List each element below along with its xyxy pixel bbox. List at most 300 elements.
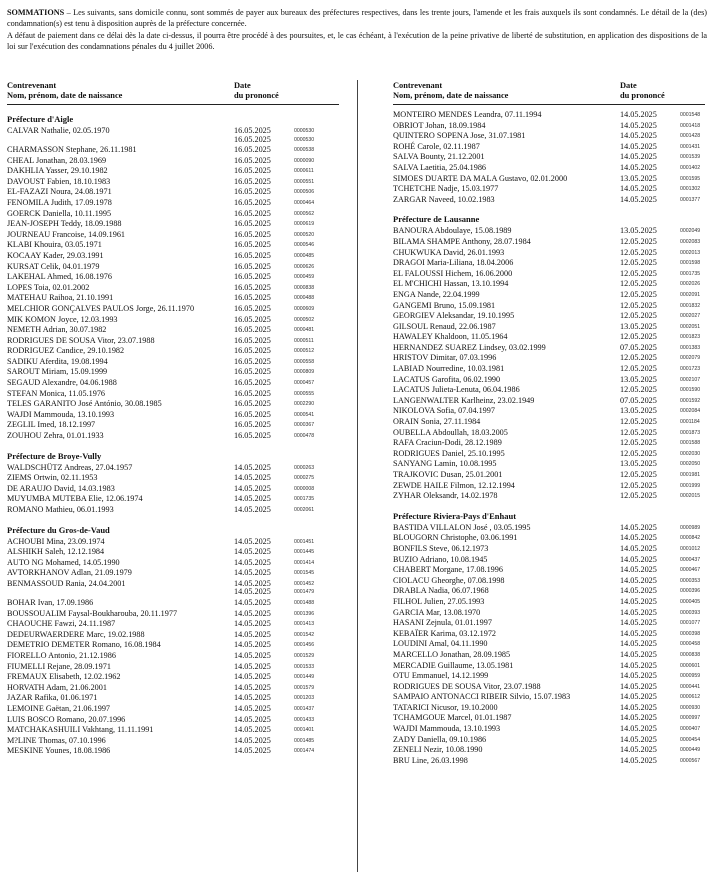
pronouncement-date: 14.05.2025 <box>234 483 271 493</box>
case-codes <box>294 598 314 608</box>
offender-name: GOERCK Daniella, 10.11.1995 <box>7 208 112 218</box>
case-codes <box>294 640 314 650</box>
case-code: 0002083 <box>680 238 701 245</box>
pronouncement-dates <box>234 473 271 482</box>
case-codes <box>680 682 700 692</box>
offender-row <box>393 671 705 682</box>
pronouncement-dates <box>234 494 271 503</box>
offender-row <box>393 226 705 237</box>
offender-row <box>393 481 705 492</box>
offender-name: ROHÉ Carole, 02.11.1987 <box>393 141 480 151</box>
offender-row <box>7 568 339 579</box>
right-column-body <box>393 105 705 766</box>
case-codes <box>294 209 314 219</box>
offender-name: BILAMA SHAMPE Anthony, 28.07.1984 <box>393 236 531 246</box>
pronouncement-dates <box>620 745 657 754</box>
header-date <box>234 81 279 100</box>
offender-name: HAWALEY Khaldoon, 11.05.1964 <box>393 332 508 342</box>
case-code: 0001431 <box>680 143 701 150</box>
offender-row <box>7 389 339 400</box>
offender-row <box>393 661 705 672</box>
pronouncement-date: 14.05.2025 <box>234 629 271 639</box>
case-codes <box>680 184 700 194</box>
pronouncement-date: 12.05.2025 <box>620 258 657 268</box>
offender-row <box>7 251 339 262</box>
offender-row <box>7 558 339 569</box>
pronouncement-dates <box>620 311 657 320</box>
pronouncement-date: 16.05.2025 <box>234 219 271 229</box>
case-code: 0001302 <box>680 186 701 193</box>
case-codes <box>294 568 314 578</box>
offender-name: LACATUS Julieta-Lenuta, 06.04.1986 <box>393 385 520 395</box>
pronouncement-date: 14.05.2025 <box>234 568 271 578</box>
pronouncement-dates <box>234 325 271 334</box>
case-codes <box>680 364 700 374</box>
prefecture-title: Préfecture de Broye-Vully <box>7 450 102 461</box>
pronouncement-date: 07.05.2025 <box>620 395 657 405</box>
offender-name: FILHOL Julien, 27.05.1993 <box>393 596 485 606</box>
offender-name: GILSOUL Renaud, 22.06.1987 <box>393 321 496 331</box>
offender-row <box>7 736 339 747</box>
pronouncement-dates <box>620 353 657 362</box>
case-codes <box>680 385 700 395</box>
offender-row <box>7 336 339 347</box>
offender-row <box>393 629 705 640</box>
offender-row <box>393 301 705 312</box>
offender-row <box>393 639 705 650</box>
offender-row <box>393 364 705 375</box>
pronouncement-dates <box>620 650 657 659</box>
header-col2-line1: Date <box>234 81 251 90</box>
offender-row <box>393 555 705 566</box>
case-code: 0001203 <box>294 695 315 702</box>
offender-name: SAMPAIO ANTONACCI RIBEIR Silvio, 15.07.1983 <box>393 692 571 702</box>
case-codes <box>294 177 314 187</box>
pronouncement-date: 16.05.2025 <box>234 176 271 186</box>
offender-name: SANYANG Lamin, 10.08.1995 <box>393 459 497 469</box>
case-codes <box>294 389 314 399</box>
pronouncement-dates <box>620 248 657 257</box>
case-code: 0000481 <box>294 327 315 334</box>
case-codes <box>680 428 700 438</box>
pronouncement-date: 12.05.2025 <box>620 448 657 458</box>
pronouncement-dates <box>234 547 271 556</box>
case-code: 0000458 <box>680 641 701 648</box>
case-codes <box>294 315 314 325</box>
offender-row <box>7 715 339 726</box>
case-code: 0001542 <box>294 631 315 638</box>
header-col1-line1: Contrevenant <box>393 81 443 90</box>
pronouncement-dates <box>620 364 657 373</box>
pronouncement-date: 14.05.2025 <box>620 131 657 141</box>
pronouncement-dates <box>620 396 657 405</box>
case-codes <box>680 661 700 671</box>
offender-name: QUINTERO SOPENA Jose, 31.07.1981 <box>393 131 526 141</box>
pronouncement-dates <box>620 110 657 119</box>
offender-name: SALVA Laetitia, 25.04.1986 <box>393 162 487 172</box>
pronouncement-dates <box>620 237 657 246</box>
offender-row <box>393 332 705 343</box>
pronouncement-date: 12.05.2025 <box>620 353 657 363</box>
pronouncement-dates <box>620 459 657 468</box>
case-codes <box>294 662 314 672</box>
pronouncement-dates <box>234 219 271 228</box>
pronouncement-date: 14.05.2025 <box>620 607 657 617</box>
case-code: 0000407 <box>680 726 701 733</box>
pronouncement-dates <box>620 470 657 479</box>
header-contrevenant <box>393 81 508 100</box>
pronouncement-date: 16.05.2025 <box>234 261 271 271</box>
pronouncement-dates <box>620 332 657 341</box>
case-code: 0000619 <box>294 221 315 228</box>
case-code: 0000263 <box>294 464 315 471</box>
pronouncement-date: 14.05.2025 <box>234 473 271 483</box>
case-code: 0001449 <box>294 674 315 681</box>
pronouncement-dates <box>234 156 271 165</box>
intro-paragraph-1 <box>7 8 707 29</box>
pronouncement-dates <box>234 315 271 324</box>
pronouncement-date: 16.05.2025 <box>234 187 271 197</box>
offender-name: MELCHIOR GONÇALVES PAULOS Jorge, 26.11.1970 <box>7 303 195 313</box>
offender-name: LACATUS Garofita, 06.02.1990 <box>393 374 501 384</box>
offender-row <box>393 174 705 185</box>
case-codes <box>294 336 314 346</box>
offender-name: JAZAR Rafika, 01.06.1971 <box>7 693 98 703</box>
pronouncement-dates <box>620 375 657 384</box>
case-codes <box>680 311 700 321</box>
offender-name: ZADY Daniella, 09.10.1986 <box>393 734 487 744</box>
offender-name: MONTEIRO MENDES Leandra, 07.11.1994 <box>393 110 542 119</box>
pronouncement-date: 12.05.2025 <box>620 236 657 246</box>
case-code: 0001451 <box>294 538 315 545</box>
case-code: 0002049 <box>680 228 701 235</box>
case-code: 0001401 <box>294 727 315 734</box>
case-code: 0001529 <box>294 652 315 659</box>
case-codes <box>680 555 700 565</box>
pronouncement-date: 14.05.2025 <box>620 692 657 702</box>
case-codes <box>680 152 700 162</box>
offender-row <box>393 343 705 354</box>
pronouncement-date: 12.05.2025 <box>620 480 657 490</box>
case-codes <box>680 343 700 353</box>
case-code: 0001184 <box>680 419 700 426</box>
pronouncement-date: 16.05.2025 <box>234 229 271 239</box>
pronouncement-date: 14.05.2025 <box>620 586 657 596</box>
offender-name: SAROUT Miriam, 15.09.1999 <box>7 367 108 377</box>
case-code: 0000467 <box>680 567 701 574</box>
header-col1-line2: Nom, prénom, date de naissance <box>7 90 123 100</box>
offender-row <box>7 473 339 484</box>
offender-name: FREMAUX Elisabeth, 12.02.1962 <box>7 672 121 682</box>
pronouncement-date: 12.05.2025 <box>620 417 657 427</box>
case-code: 0002290 <box>294 401 315 408</box>
pronouncement-date: 16.05.2025 <box>234 420 271 430</box>
case-codes <box>680 269 700 279</box>
pronouncement-date: 12.05.2025 <box>620 279 657 289</box>
pronouncement-dates <box>234 177 271 186</box>
pronouncement-date: 14.05.2025 <box>620 639 657 649</box>
case-codes <box>680 533 700 543</box>
prefecture-title: Préfecture d'Aigle <box>7 114 74 124</box>
pronouncement-dates <box>234 410 271 419</box>
case-codes <box>680 248 700 258</box>
pronouncement-dates <box>620 586 657 595</box>
offender-row <box>7 547 339 558</box>
case-code: 0000459 <box>294 274 315 281</box>
pronouncement-dates <box>234 609 271 618</box>
case-code: 0000558 <box>294 358 315 365</box>
pronouncement-dates <box>234 683 271 692</box>
case-code: 0001735 <box>294 496 315 503</box>
case-codes <box>294 463 314 473</box>
offender-name: ALSHIKH Saleh, 12.12.1984 <box>7 547 105 557</box>
pronouncement-dates <box>234 619 271 628</box>
pronouncement-dates <box>234 662 271 671</box>
offender-row <box>7 346 339 357</box>
offender-name: RODRIGUEZ Candice, 29.10.1982 <box>7 346 125 356</box>
pronouncement-date: 16.05.2025 <box>234 378 271 388</box>
left-column <box>7 80 339 757</box>
offender-name: RODRIGUES DE SOUSA Vitor, 23.07.1988 <box>393 681 541 691</box>
offender-name: ZARGAR Naveed, 10.02.1983 <box>393 194 495 204</box>
case-code: 0000488 <box>294 295 315 302</box>
prefecture-title: Préfecture de Lausanne <box>393 214 480 225</box>
case-codes <box>294 736 314 746</box>
pronouncement-date: 14.05.2025 <box>234 735 271 745</box>
case-code: 0001396 <box>294 610 315 617</box>
offender-row <box>393 533 705 544</box>
pronouncement-dates <box>620 195 657 204</box>
pronouncement-dates <box>620 597 657 606</box>
offender-row <box>7 463 339 474</box>
case-code: 0001377 <box>680 196 701 203</box>
offender-name: BLOUGORN Christophe, 03.06.1991 <box>393 533 518 543</box>
case-code: 0001452 <box>294 580 315 587</box>
pronouncement-dates <box>620 343 657 352</box>
offender-row <box>7 357 339 368</box>
pronouncement-dates <box>234 272 271 281</box>
case-codes <box>294 672 314 682</box>
case-code: 0000997 <box>680 715 701 722</box>
case-code: 0001832 <box>680 302 701 309</box>
pronouncement-date: 14.05.2025 <box>620 734 657 744</box>
offender-row <box>7 746 339 757</box>
offender-row <box>7 609 339 620</box>
pronouncement-dates <box>620 491 657 500</box>
case-code: 0001823 <box>680 334 701 341</box>
pronouncement-dates <box>620 735 657 744</box>
pronouncement-dates <box>234 336 271 345</box>
offender-row <box>393 311 705 322</box>
offender-row <box>7 325 339 336</box>
pronouncement-date: 14.05.2025 <box>234 505 271 514</box>
offender-row <box>7 619 339 630</box>
pronouncement-dates <box>234 145 271 154</box>
case-codes <box>294 293 314 303</box>
pronouncement-date: 14.05.2025 <box>234 682 271 692</box>
case-code: 0001428 <box>680 133 701 140</box>
offender-name: BONFILS Steve, 06.12.1973 <box>393 543 489 553</box>
case-codes <box>680 121 700 131</box>
pronouncement-dates <box>234 704 271 713</box>
case-codes <box>294 505 314 515</box>
pronouncement-dates <box>234 537 271 546</box>
offender-name: MIK KOMON Joyce, 12.03.1993 <box>7 314 118 324</box>
pronouncement-date: 16.05.2025 <box>234 197 271 207</box>
case-code: 0000506 <box>294 189 315 196</box>
pronouncement-dates <box>234 484 271 493</box>
pronouncement-dates <box>234 672 271 681</box>
pronouncement-date: 16.05.2025 <box>234 356 271 366</box>
offender-name: LOUDINI Amal, 04.11.1990 <box>393 639 488 649</box>
case-codes <box>680 332 700 342</box>
pronouncement-date: 12.05.2025 <box>620 385 657 395</box>
offender-name: ZYHAR Oleksandr, 14.02.1978 <box>393 491 498 501</box>
case-codes <box>294 420 314 430</box>
offender-name: BOUSSOUALIM Faysal-Boukharouba, 20.11.1977 <box>7 608 178 618</box>
pronouncement-dates <box>620 290 657 299</box>
pronouncement-date: 14.05.2025 <box>620 194 657 204</box>
pronouncement-dates <box>234 505 271 514</box>
case-codes <box>294 473 314 483</box>
case-codes <box>294 304 314 314</box>
case-codes <box>294 630 314 640</box>
pronouncement-date: 14.05.2025 <box>234 587 271 597</box>
offender-name: SIMOES DUARTE DA MALA Gustavo, 02.01.2000 <box>393 173 568 183</box>
case-codes <box>294 219 314 229</box>
case-code: 0000502 <box>294 316 315 323</box>
pronouncement-date: 16.05.2025 <box>234 303 271 313</box>
case-code: 0000437 <box>680 556 701 563</box>
offender-row <box>393 322 705 333</box>
offender-name: DRAGOI Maria-Liliana, 18.04.2006 <box>393 258 514 268</box>
pronouncement-date: 12.05.2025 <box>620 289 657 299</box>
offender-row <box>393 121 705 132</box>
offender-row <box>7 304 339 315</box>
case-codes <box>680 449 700 459</box>
pronouncement-dates <box>620 608 657 617</box>
case-code: 0000396 <box>680 588 701 595</box>
case-codes <box>680 237 700 247</box>
offender-name: ORAIN Sonia, 27.11.1984 <box>393 417 481 427</box>
pronouncement-date: 14.05.2025 <box>234 557 271 567</box>
case-code: 0002027 <box>680 313 701 320</box>
case-codes <box>294 145 314 155</box>
pronouncement-date: 13.05.2025 <box>620 374 657 384</box>
offender-row <box>393 279 705 290</box>
intro-text-1: – Les suivants, sans domicile connu, sont sommés de payer aux bureaux des préfectures respectives, dans les trente jours, l'amende et les frais auxquels ils sont condamnés. Le détail de la (des) condamnation(s) est tenu à disposition auprès de la préfecture concernée. <box>7 8 707 28</box>
case-codes <box>294 325 314 335</box>
offender-name: DRABLA Nadia, 06.07.1968 <box>393 586 489 596</box>
case-codes <box>680 692 700 702</box>
offender-row <box>393 735 705 746</box>
offender-row <box>7 198 339 209</box>
pronouncement-dates <box>620 269 657 278</box>
pronouncement-dates <box>620 618 657 627</box>
offender-name: WAJDI Mammouda, 13.10.1993 <box>7 409 115 419</box>
pronouncement-date: 14.05.2025 <box>620 554 657 564</box>
offender-row <box>393 184 705 195</box>
case-code: 0001592 <box>680 397 701 404</box>
case-code: 0000538 <box>294 147 315 153</box>
offender-name: BUZIO Adriano, 10.08.1945 <box>393 554 488 564</box>
pronouncement-date: 07.05.2025 <box>620 342 657 352</box>
pronouncement-dates <box>620 279 657 288</box>
pronouncement-date: 12.05.2025 <box>620 268 657 278</box>
header-col2-line2: du prononcé <box>620 90 665 100</box>
case-code: 0002061 <box>294 507 315 513</box>
case-codes <box>680 322 700 332</box>
case-code: 0000511 <box>294 337 314 344</box>
offender-row <box>393 375 705 386</box>
case-code: 0000449 <box>680 747 701 754</box>
pronouncement-date: 12.05.2025 <box>620 427 657 437</box>
pronouncement-dates <box>234 293 271 302</box>
pronouncement-date: 14.05.2025 <box>620 543 657 553</box>
case-codes <box>680 375 700 385</box>
pronouncement-dates <box>620 121 657 130</box>
pronouncement-date: 14.05.2025 <box>234 494 271 504</box>
pronouncement-date: 16.05.2025 <box>234 335 271 345</box>
pronouncement-date: 13.05.2025 <box>620 459 657 469</box>
pronouncement-dates <box>234 304 271 313</box>
offender-name: KLABI Khouira, 03.05.1971 <box>7 240 102 250</box>
offender-row <box>7 420 339 431</box>
offender-name: MATEHAU Raihoa, 21.10.1991 <box>7 293 114 303</box>
case-code: 0000609 <box>294 305 315 312</box>
case-code: 0000838 <box>680 651 701 658</box>
case-code: 0001383 <box>680 344 701 351</box>
case-codes <box>294 357 314 367</box>
pronouncement-dates <box>234 389 271 398</box>
pronouncement-date: 16.05.2025 <box>234 272 271 282</box>
case-code: 0001598 <box>680 260 701 267</box>
case-codes <box>294 126 314 144</box>
case-codes <box>680 629 700 639</box>
case-codes <box>294 579 314 597</box>
offender-name: JEAN-JOSEPH Teddy, 18.09.1988 <box>7 219 122 229</box>
offender-row <box>393 724 705 735</box>
pronouncement-date: 14.05.2025 <box>234 746 271 756</box>
offender-name: OUBELLA Abdoullah, 18.03.2005 <box>393 427 508 437</box>
pronouncement-date: 16.05.2025 <box>234 250 271 260</box>
case-code: 0001579 <box>294 684 315 691</box>
pronouncement-date: 13.05.2025 <box>620 226 657 236</box>
offender-name: ZENELI Nezir, 10.08.1990 <box>393 745 483 755</box>
prefecture-title: Préfecture du Gros-de-Vaud <box>7 524 110 535</box>
offender-name: CHARMASSON Stephane, 26.11.1981 <box>7 145 137 154</box>
offender-row <box>7 156 339 167</box>
pronouncement-date: 14.05.2025 <box>620 141 657 151</box>
case-code: 0001723 <box>680 366 701 373</box>
pronouncement-dates <box>234 598 271 607</box>
case-codes <box>294 683 314 693</box>
pronouncement-dates <box>620 163 657 172</box>
header-col2-line1: Date <box>620 81 637 90</box>
pronouncement-date: 14.05.2025 <box>620 724 657 734</box>
case-code: 0002051 <box>680 323 701 330</box>
right-column-header <box>393 80 705 105</box>
case-code: 0000611 <box>294 168 314 175</box>
column-divider <box>357 80 358 872</box>
case-codes <box>680 586 700 596</box>
pronouncement-dates <box>620 406 657 415</box>
case-code: 0000353 <box>680 577 701 584</box>
offender-name: KEBAÏER Karima, 03.12.1972 <box>393 628 497 638</box>
case-codes <box>294 537 314 547</box>
offender-row <box>393 459 705 470</box>
offender-name: HRISTOV Dimitar, 07.03.1996 <box>393 353 497 363</box>
